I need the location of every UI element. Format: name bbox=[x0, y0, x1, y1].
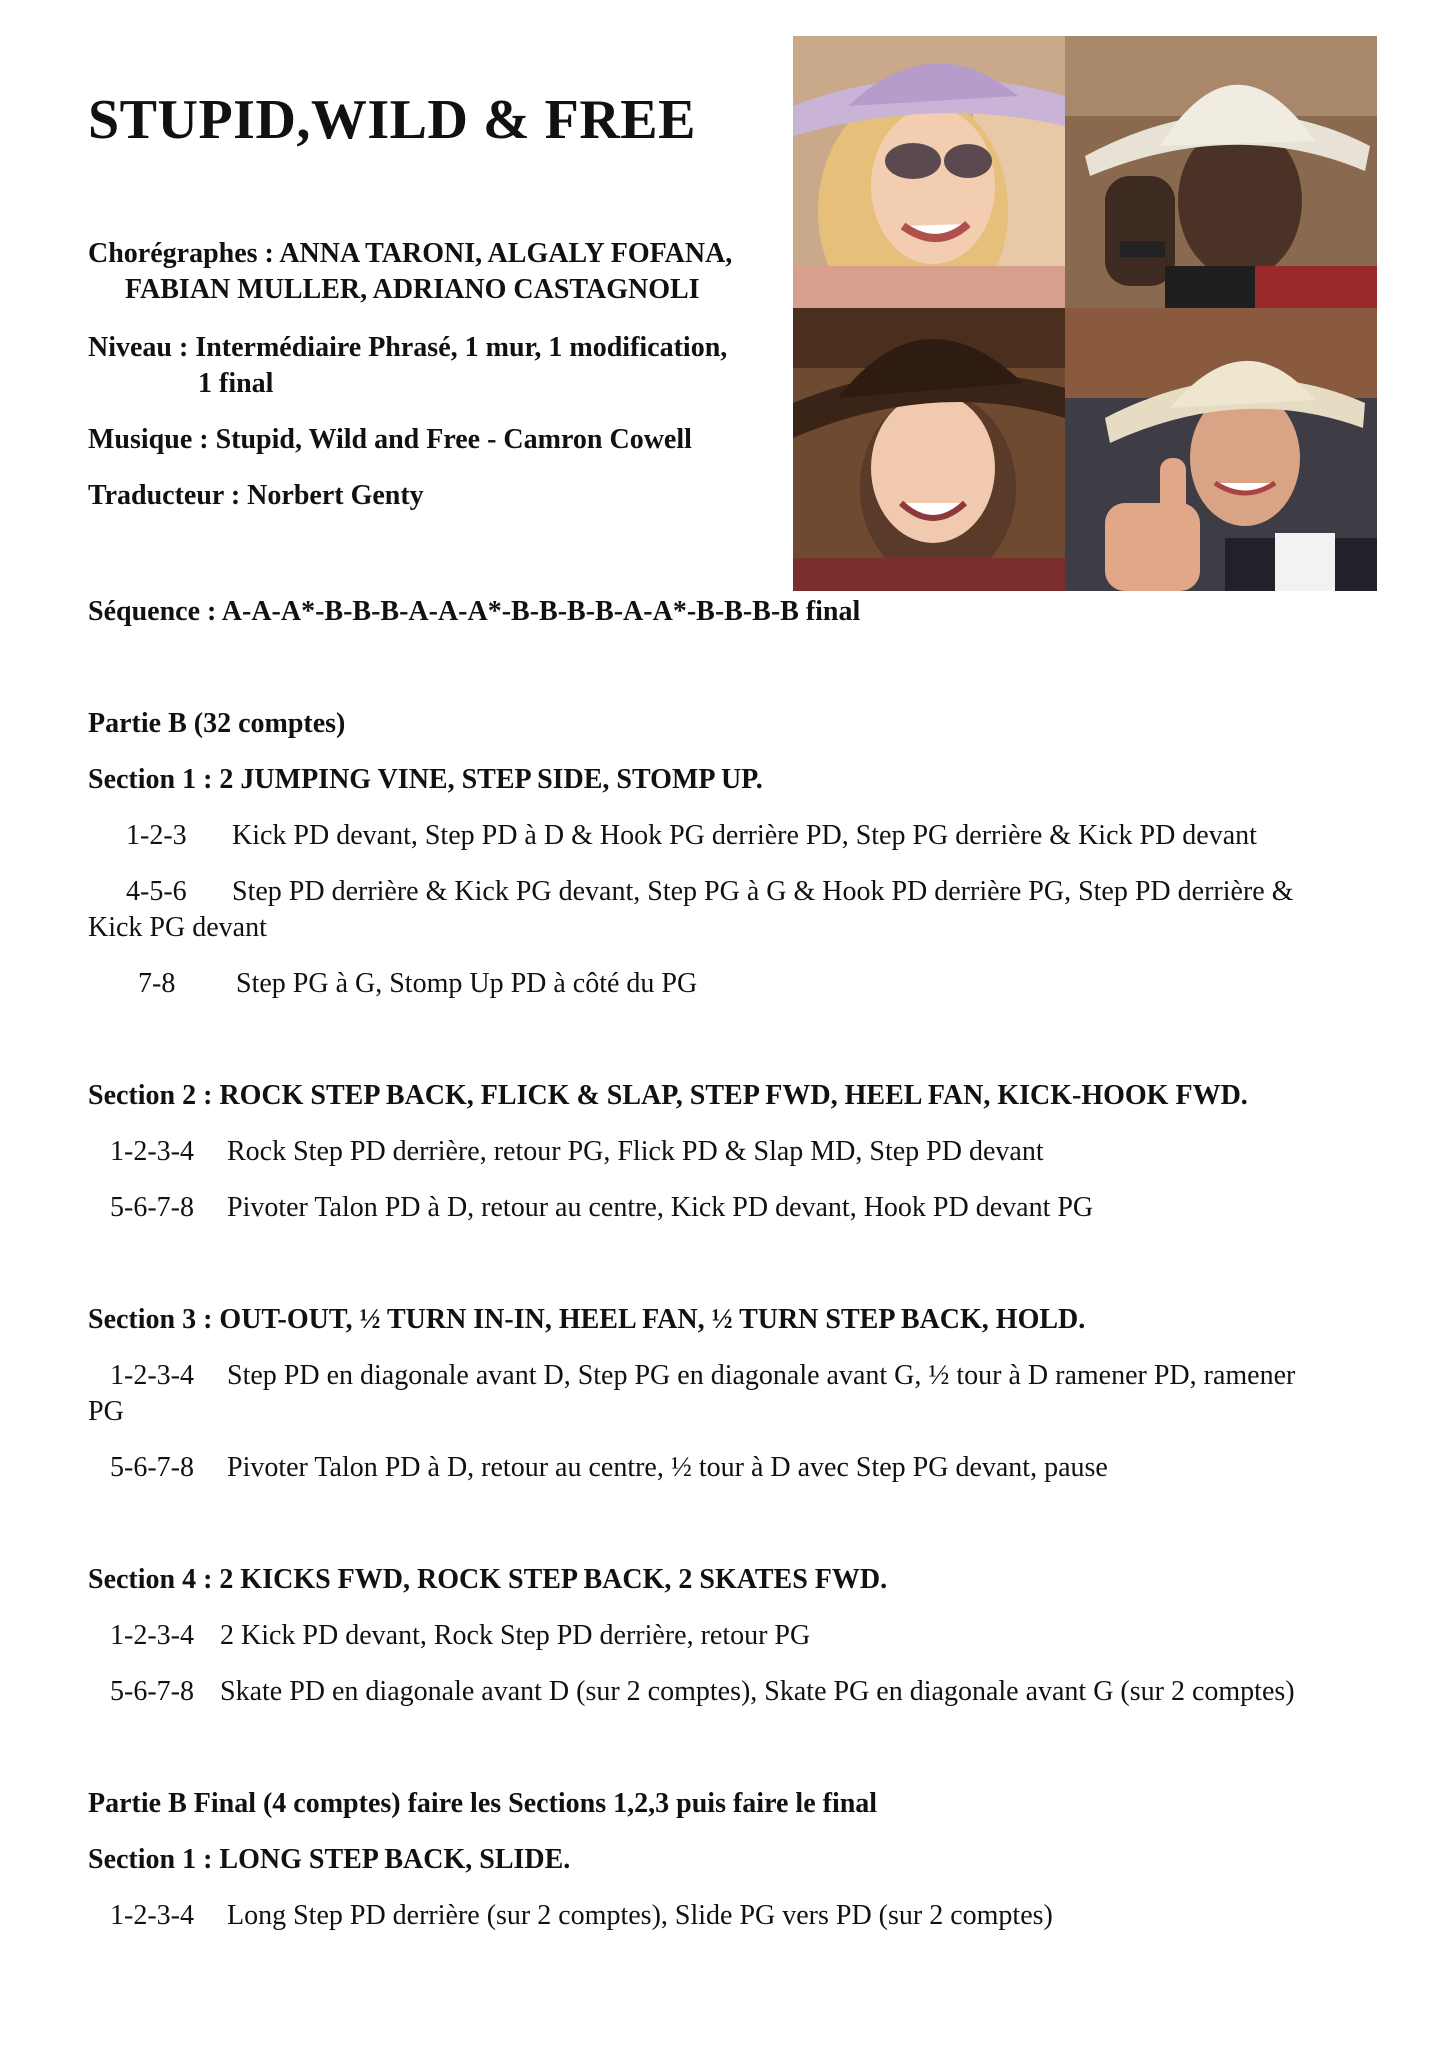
photo-man-white-hat bbox=[1065, 36, 1377, 308]
level-line-1: Niveau : Intermédiaire Phrasé, 1 mur, 1 modification, bbox=[88, 332, 728, 363]
choreographers bbox=[88, 236, 732, 308]
step-count: 1-2-3-4 bbox=[110, 1900, 194, 1931]
step-count: 1-2-3-4 bbox=[110, 1620, 194, 1651]
step-count: 7-8 bbox=[138, 968, 176, 999]
choreographer-photo-collage bbox=[793, 36, 1377, 591]
step-text: Pivoter Talon PD à D, retour au centre, ½ tour à D avec Step PG devant, pause bbox=[227, 1452, 1108, 1483]
step-count: 4-5-6 bbox=[126, 876, 187, 907]
translator: Traducteur : Norbert Genty bbox=[88, 480, 424, 511]
section-1-step-2 bbox=[126, 874, 1293, 910]
step-count: 5-6-7-8 bbox=[110, 1676, 194, 1707]
step-count: 1-2-3 bbox=[126, 820, 187, 851]
section-2-title: Section 2 : ROCK STEP BACK, FLICK & SLAP, STEP FWD, HEEL FAN, KICK-HOOK FWD. bbox=[88, 1080, 1248, 1111]
step-text: Step PD derrière & Kick PG devant, Step PG à G & Hook PD derrière PG, Step PD derrière & bbox=[232, 876, 1294, 907]
step-text: Pivoter Talon PD à D, retour au centre, Kick PD devant, Hook PD devant PG bbox=[227, 1192, 1094, 1223]
choreographers-line-2: FABIAN MULLER, ADRIANO CASTAGNOLI bbox=[125, 274, 700, 305]
page-title: STUPID,WILD & FREE bbox=[88, 89, 696, 151]
choreographers-line-1: Chorégraphes : ANNA TARONI, ALGALY FOFANA, bbox=[88, 238, 733, 269]
section-1-step-2-cont: Kick PG devant bbox=[88, 912, 267, 943]
final-section-1-title: Section 1 : LONG STEP BACK, SLIDE. bbox=[88, 1844, 571, 1875]
step-text: Rock Step PD derrière, retour PG, Flick PD & Slap MD, Step PD devant bbox=[227, 1136, 1044, 1167]
section-2-step-1 bbox=[110, 1134, 1044, 1170]
section-2-step-2 bbox=[110, 1190, 1093, 1226]
sequence: Séquence : A-A-A*-B-B-B-A-A-A*-B-B-B-B-A-A*-B-B-B-B final bbox=[88, 596, 861, 627]
section-3-step-1 bbox=[110, 1358, 1295, 1394]
partie-b-final-heading: Partie B Final (4 comptes) faire les Sections 1,2,3 puis faire le final bbox=[88, 1788, 878, 1819]
step-count: 5-6-7-8 bbox=[110, 1192, 194, 1223]
step-text: 2 Kick PD devant, Rock Step PD derrière, retour PG bbox=[220, 1620, 811, 1651]
final-section-1-step-1 bbox=[110, 1898, 1053, 1934]
step-count: 5-6-7-8 bbox=[110, 1452, 194, 1483]
photo-woman-with-hat bbox=[793, 36, 1065, 308]
step-text: Long Step PD derrière (sur 2 comptes), Slide PG vers PD (sur 2 comptes) bbox=[227, 1900, 1053, 1931]
partie-b-heading: Partie B (32 comptes) bbox=[88, 708, 346, 739]
section-1-title: Section 1 : 2 JUMPING VINE, STEP SIDE, STOMP UP. bbox=[88, 764, 763, 795]
section-3-step-1-cont: PG bbox=[88, 1396, 124, 1427]
section-1-step-1 bbox=[126, 818, 1257, 854]
step-text: Step PD en diagonale avant D, Step PG en diagonale avant G, ½ tour à D ramener PD, ramener bbox=[227, 1360, 1296, 1391]
step-text: Skate PD en diagonale avant D (sur 2 comptes), Skate PG en diagonale avant G (sur 2 comptes) bbox=[220, 1676, 1295, 1707]
section-4-step-1 bbox=[110, 1618, 810, 1654]
section-3-title: Section 3 : OUT-OUT, ½ TURN IN-IN, HEEL FAN, ½ TURN STEP BACK, HOLD. bbox=[88, 1304, 1086, 1335]
photo-man-thumbs-up bbox=[1065, 308, 1377, 591]
level bbox=[88, 330, 727, 402]
step-count: 1-2-3-4 bbox=[110, 1360, 194, 1391]
section-4-step-2 bbox=[110, 1674, 1295, 1710]
step-text: Step PG à G, Stomp Up PD à côté du PG bbox=[236, 968, 698, 999]
section-1-step-3 bbox=[138, 966, 697, 1002]
section-3-step-2 bbox=[110, 1450, 1108, 1486]
level-line-2: 1 final bbox=[198, 368, 274, 399]
section-4-title: Section 4 : 2 KICKS FWD, ROCK STEP BACK, 2 SKATES FWD. bbox=[88, 1564, 888, 1595]
photo-man-brown-hat bbox=[793, 308, 1065, 591]
music: Musique : Stupid, Wild and Free - Camron Cowell bbox=[88, 424, 692, 455]
step-count: 1-2-3-4 bbox=[110, 1136, 194, 1167]
step-text: Kick PD devant, Step PD à D & Hook PG derrière PD, Step PG derrière & Kick PD devant bbox=[232, 820, 1257, 851]
